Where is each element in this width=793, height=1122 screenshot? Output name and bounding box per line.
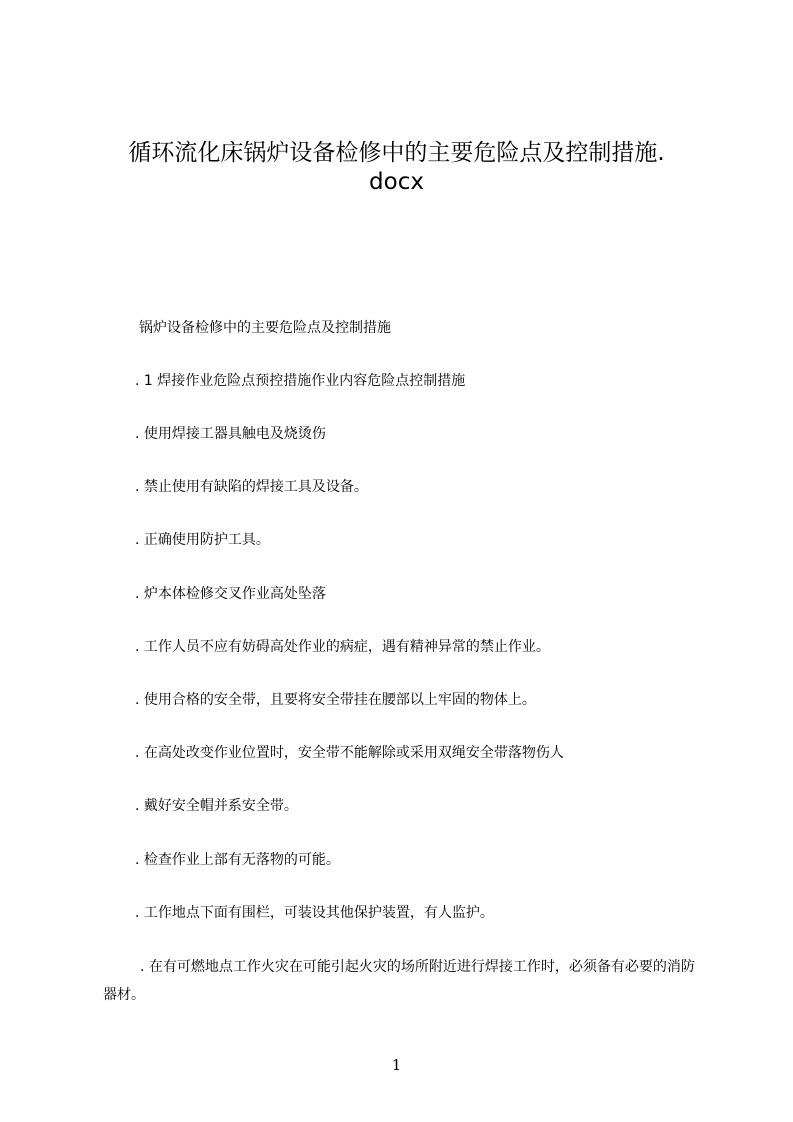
- paragraph-text: . 使用合格的安全带，且要将安全带挂在腰部以上牢固的物体上。: [135, 692, 536, 708]
- paragraph-text: . 戴好安全帽并系安全带。: [135, 798, 298, 814]
- document-title: [0, 139, 793, 197]
- paragraph-text: . 检查作业上部有无落物的可能。: [135, 852, 340, 868]
- paragraph-text: . 工作人员不应有妨碍高处作业的病症，遇有精神异常的禁止作业。: [135, 639, 550, 655]
- page-number: 1: [391, 1056, 402, 1074]
- document-title-line-1: 循环流化床锅炉设备检修中的主要危险点及控制措施.: [128, 140, 665, 166]
- paragraph-text: 锅炉设备检修中的主要危险点及控制措施: [139, 320, 391, 336]
- paragraph-text: . 1 焊接作业危险点预控措施作业内容危险点控制措施: [135, 373, 466, 389]
- paragraph-text: . 工作地点下面有围栏，可装设其他保护装置，有人监护。: [135, 905, 494, 921]
- paragraph-text: . 使用焊接工器具触电及烧烫伤: [135, 426, 326, 442]
- paragraph-text: . 在高处改变作业位置时，安全带不能解除或采用双绳安全带落物伤人: [135, 745, 564, 761]
- paragraph-text: . 炉本体检修交叉作业高处坠落: [135, 586, 326, 602]
- paragraph-item-wrapped: . 在有可燃地点工作火灾在可能引起火灾的场所附近进行焊接工作时，必须备有必要的消防器材。: [103, 959, 695, 1003]
- paragraph-text: . 正确使用防护工具。: [135, 532, 270, 548]
- document-title-line-2: docx: [369, 169, 424, 195]
- paragraph-text: . 禁止使用有缺陷的焊接工具及设备。: [135, 479, 368, 495]
